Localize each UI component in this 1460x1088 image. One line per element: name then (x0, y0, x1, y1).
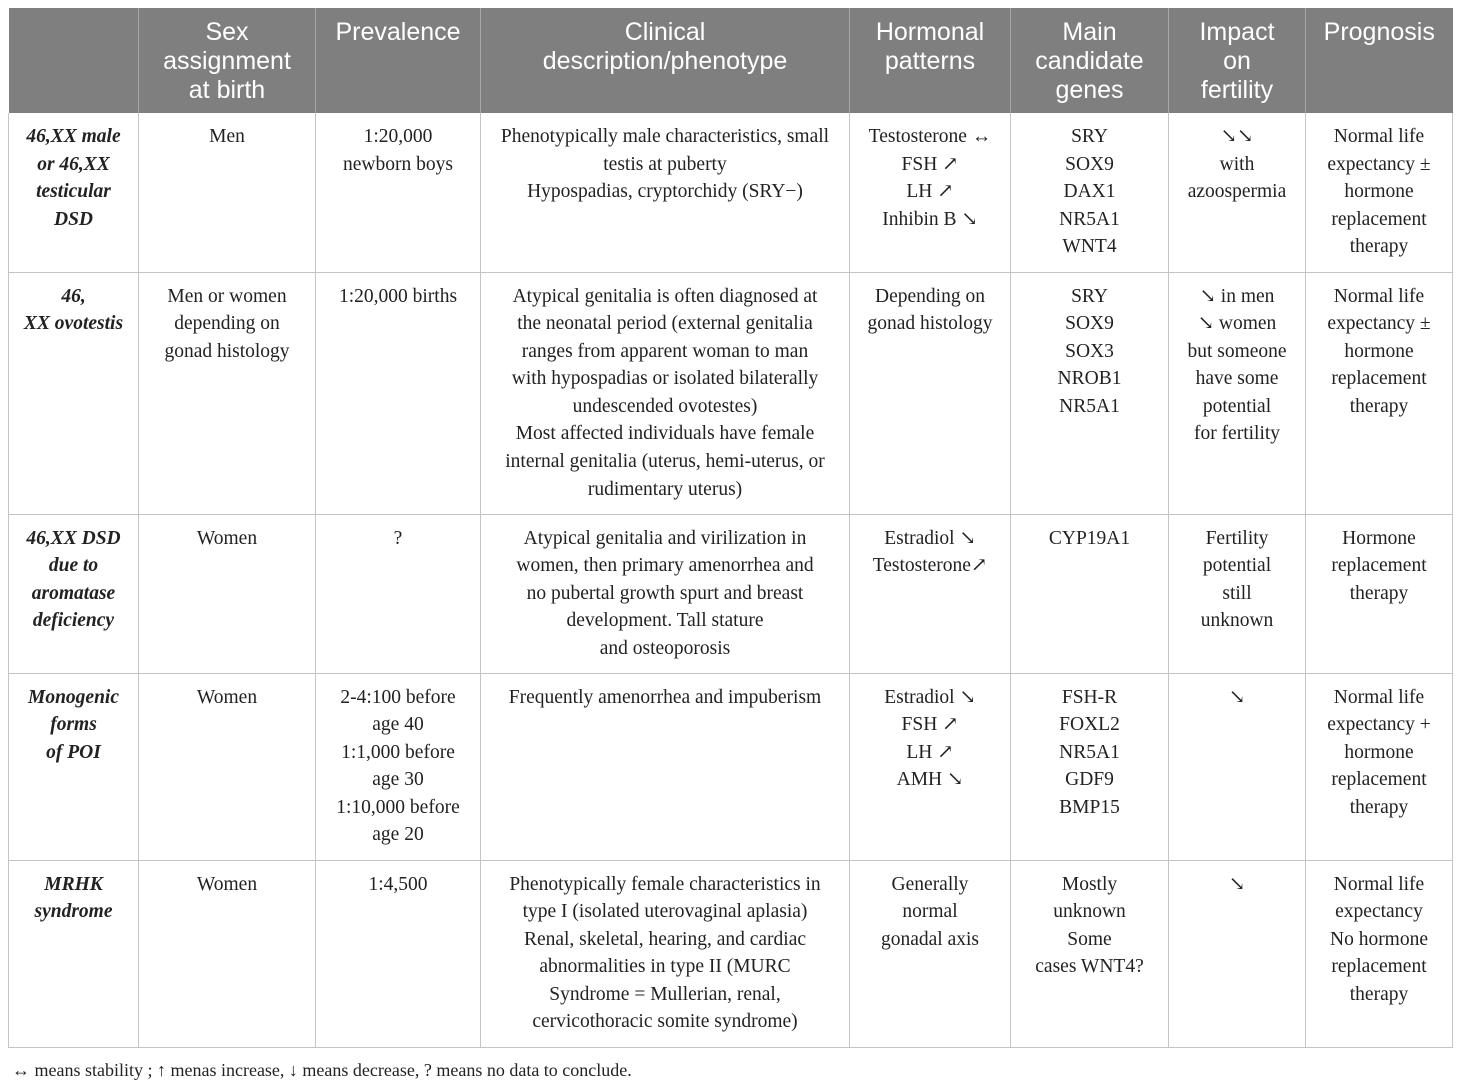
table-row (9, 860, 1453, 1047)
cell-hormonal-patterns: Estradiol ↘ FSH ↗ LH ↗ AMH ↘ (850, 673, 1011, 860)
cell-prevalence: 1:20,000 births (316, 272, 481, 514)
cell-candidate-genes: SRY SOX9 SOX3 NROB1 NR5A1 (1011, 272, 1169, 514)
row-condition-name: 46,XX DSD due to aromatase deficiency (9, 514, 139, 673)
table-row (9, 673, 1453, 860)
header-condition (9, 8, 139, 113)
header-hormonal-patterns: Hormonal patterns (850, 8, 1011, 113)
cell-fertility-impact: ↘ (1169, 860, 1306, 1047)
dsd-table-container (8, 8, 1452, 1048)
cell-candidate-genes: FSH-R FOXL2 NR5A1 GDF9 BMP15 (1011, 673, 1169, 860)
header-sex-assignment: Sex assignment at birth (139, 8, 316, 113)
cell-clinical-description: Atypical genitalia is often diagnosed at the neonatal period (external genitalia ranges from apparent woman to man with hypospadias or isolated bilaterally undescended ovotestes) Most affected individuals have female internal genitalia (uterus, hemi-uterus, or rudimentary uterus) (481, 272, 850, 514)
cell-sex-assignment: Women (139, 860, 316, 1047)
cell-clinical-description: Atypical genitalia and virilization in women, then primary amenorrhea and no pubertal growth spurt and breast development. Tall stature and osteoporosis (481, 514, 850, 673)
cell-clinical-description: Frequently amenorrhea and impuberism (481, 673, 850, 860)
cell-prognosis: Hormone replacement therapy (1306, 514, 1453, 673)
cell-prevalence: 2-4:100 before age 40 1:1,000 before age 30 1:10,000 before age 20 (316, 673, 481, 860)
table-header-row (9, 8, 1453, 113)
cell-prevalence: 1:4,500 (316, 860, 481, 1047)
cell-prevalence: 1:20,000 newborn boys (316, 113, 481, 272)
cell-hormonal-patterns: Estradiol ↘ Testosterone↗ (850, 514, 1011, 673)
cell-candidate-genes: SRY SOX9 DAX1 NR5A1 WNT4 (1011, 113, 1169, 272)
header-fertility-impact: Impact on fertility (1169, 8, 1306, 113)
cell-candidate-genes: Mostly unknown Some cases WNT4? (1011, 860, 1169, 1047)
row-condition-name: 46, XX ovotestis (9, 272, 139, 514)
header-prognosis: Prognosis (1306, 8, 1453, 113)
cell-prognosis: Normal life expectancy ± hormone replacement therapy (1306, 272, 1453, 514)
cell-hormonal-patterns: Generally normal gonadal axis (850, 860, 1011, 1047)
cell-clinical-description: Phenotypically female characteristics in type I (isolated uterovaginal aplasia) Renal, skeletal, hearing, and cardiac abnormalities in type II (MURC Syndrome = Mullerian, renal, cervicothoracic somite syndrome) (481, 860, 850, 1047)
table-row (9, 113, 1453, 272)
cell-fertility-impact: ↘ (1169, 673, 1306, 860)
table-row (9, 272, 1453, 514)
cell-fertility-impact: ↘ in men ↘ women but someone have some potential for fertility (1169, 272, 1306, 514)
cell-sex-assignment: Men or women depending on gonad histology (139, 272, 316, 514)
cell-prevalence: ? (316, 514, 481, 673)
cell-candidate-genes: CYP19A1 (1011, 514, 1169, 673)
cell-prognosis: Normal life expectancy + hormone replacement therapy (1306, 673, 1453, 860)
cell-sex-assignment: Women (139, 514, 316, 673)
cell-clinical-description: Phenotypically male characteristics, small testis at puberty Hypospadias, cryptorchidy (SRY−) (481, 113, 850, 272)
cell-prognosis: Normal life expectancy No hormone replacement therapy (1306, 860, 1453, 1047)
row-condition-name: MRHK syndrome (9, 860, 139, 1047)
cell-sex-assignment: Women (139, 673, 316, 860)
cell-sex-assignment: Men (139, 113, 316, 272)
cell-hormonal-patterns: Depending on gonad histology (850, 272, 1011, 514)
header-candidate-genes: Main candidate genes (1011, 8, 1169, 113)
row-condition-name: 46,XX male or 46,XX testicular DSD (9, 113, 139, 272)
cell-prognosis: Normal life expectancy ± hormone replacement therapy (1306, 113, 1453, 272)
cell-fertility-impact: ↘↘ with azoospermia (1169, 113, 1306, 272)
header-prevalence: Prevalence (316, 8, 481, 113)
header-clinical-description: Clinical description/phenotype (481, 8, 850, 113)
table-footnote: ↔ means stability ; ↑ menas increase, ↓ means decrease, ? means no data to conclude. (12, 1060, 632, 1080)
table-row (9, 514, 1453, 673)
dsd-comparison-table (8, 8, 1453, 1048)
cell-fertility-impact: Fertility potential still unknown (1169, 514, 1306, 673)
row-condition-name: Monogenic forms of POI (9, 673, 139, 860)
cell-hormonal-patterns: Testosterone ↔ FSH ↗ LH ↗ Inhibin B ↘ (850, 113, 1011, 272)
